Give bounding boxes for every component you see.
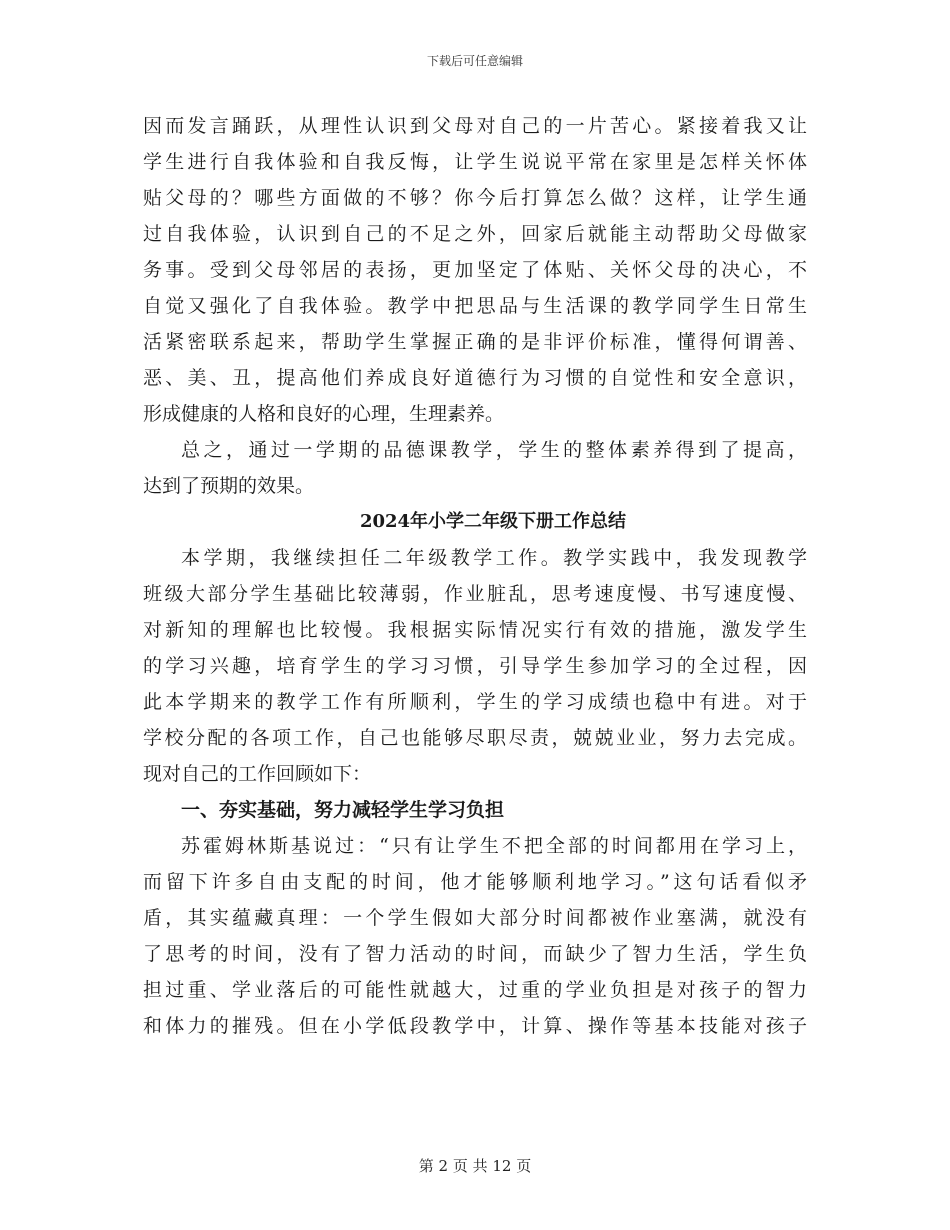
paragraph-3 [143, 540, 807, 792]
text-line: 了思考的时间，没有了智力活动的时间，而缺少了智力生活，学生负 [143, 943, 807, 965]
paragraph-2 [143, 432, 807, 504]
text-line: 现对自己的工作回顾如下： [143, 763, 372, 785]
text-line: 班级大部分学生基础比较薄弱，作业脏乱，思考速度慢、书写速度慢、 [143, 583, 807, 605]
text-line: 的学习兴趣，培育学生的学习习惯，引导学生参加学习的全过程，因 [143, 655, 807, 677]
text-line: 活紧密联系起来，帮助学生掌握正确的是非评价标准，懂得何谓善、 [143, 331, 807, 353]
page-header: 下载后可任意编辑 [426, 54, 523, 68]
document-body [143, 108, 807, 1044]
subheading: 一、夯实基础，努力减轻学生学习负担 [181, 799, 505, 821]
text-line: 学生进行自我体验和自我反悔，让学生说说平常在家里是怎样关怀体 [143, 151, 807, 173]
text-line: 过自我体验，认识到自己的不足之外，回家后就能主动帮助父母做家 [143, 223, 807, 245]
text-line: 本学期，我继续担任二年级教学工作。教学实践中，我发现教学 [181, 547, 807, 569]
text-line: 和体力的摧残。但在小学低段教学中，计算、操作等基本技能对孩子 [143, 1015, 807, 1037]
text-line: 而留下许多自由支配的时间，他才能够顺利地学习。”这句话看似矛 [143, 871, 807, 893]
text-line: 苏霍姆林斯基说过：“只有让学生不把全部的时间都用在学习上， [181, 835, 807, 857]
paragraph-4 [143, 828, 807, 1044]
text-line: 担过重、学业落后的可能性就越大，过重的学业负担是对孩子的智力 [143, 979, 807, 1001]
text-line: 盾，其实蕴藏真理：一个学生假如大部分时间都被作业塞满，就没有 [143, 907, 807, 929]
text-line: 形成健康的人格和良好的心理，生理素养。 [143, 403, 505, 425]
text-line: 达到了预期的效果。 [143, 475, 315, 497]
text-line: 因而发言踊跃，从理性认识到父母对自己的一片苦心。紧接着我又让 [143, 115, 807, 137]
text-line: 此本学期来的教学工作有所顺利，学生的学习成绩也稳中有进。对于 [143, 691, 807, 713]
page-footer: 第 2 页 共 12 页 [418, 1157, 532, 1175]
text-line: 总之，通过一学期的品德课教学，学生的整体素养得到了提高， [181, 439, 807, 461]
paragraph-1 [143, 108, 807, 432]
text-line: 自觉又强化了自我体验。教学中把思品与生活课的教学同学生日常生 [143, 295, 807, 317]
text-line: 恶、美、丑，提高他们养成良好道德行为习惯的自觉性和安全意识， [143, 367, 807, 389]
text-line: 贴父母的？哪些方面做的不够？你今后打算怎么做？这样，让学生通 [143, 187, 807, 209]
text-line: 学校分配的各项工作，自己也能够尽职尽责，兢兢业业，努力去完成。 [143, 727, 807, 749]
text-line: 对新知的理解也比较慢。我根据实际情况实行有效的措施，激发学生 [143, 619, 807, 641]
text-line: 务事。受到父母邻居的表扬，更加坚定了体贴、关怀父母的决心，不 [143, 259, 807, 281]
section-title: 2024年小学二年级下册工作总结 [359, 511, 627, 532]
